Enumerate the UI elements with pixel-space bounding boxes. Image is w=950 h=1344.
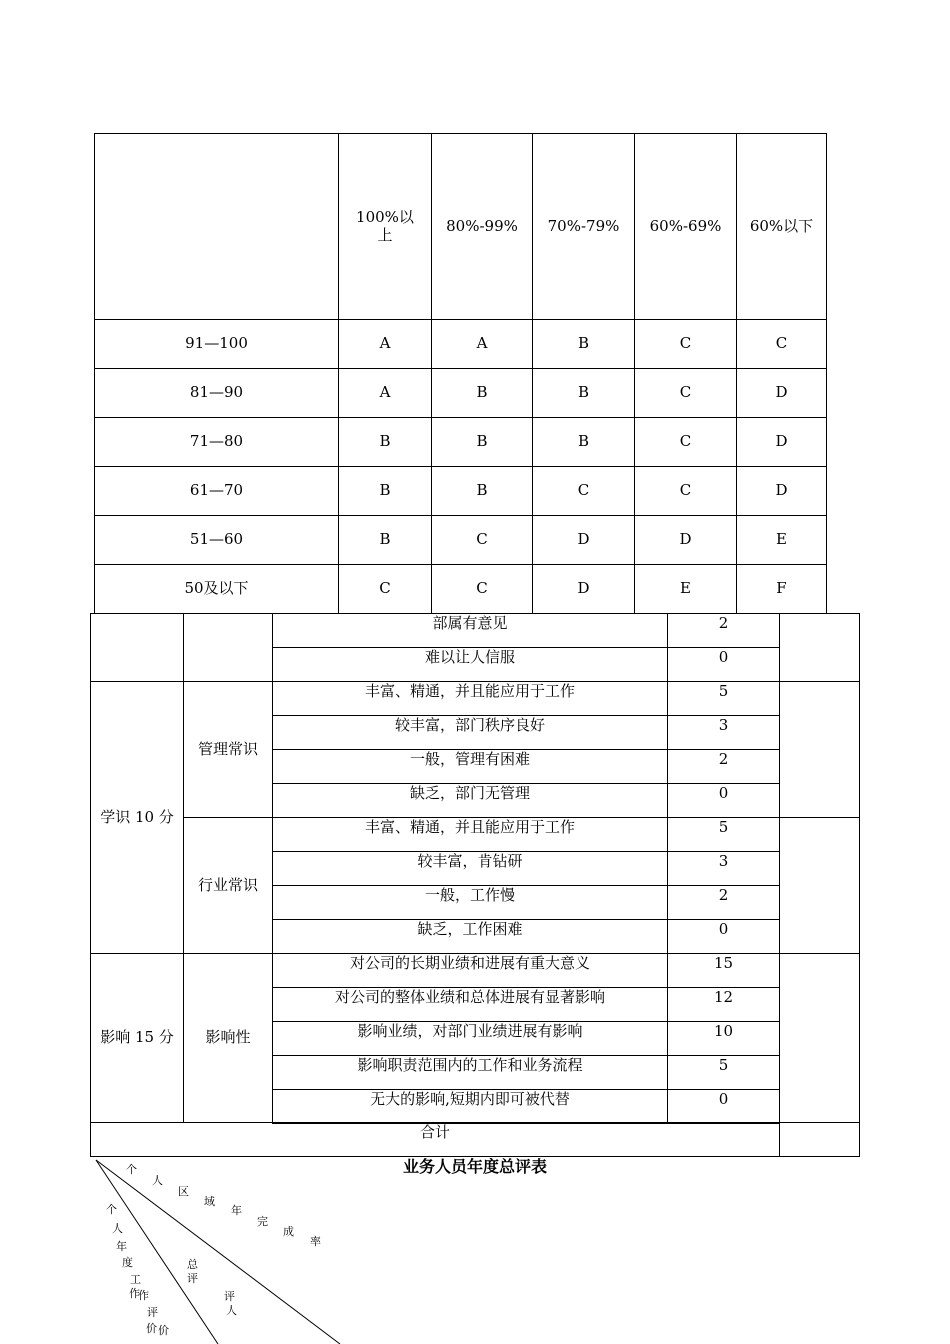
criteria-score: 10	[667, 1021, 780, 1056]
criteria-score: 0	[667, 1089, 780, 1124]
grade-cell: C	[634, 319, 737, 369]
criteria-score: 0	[667, 783, 780, 818]
grade-cell: E	[634, 564, 737, 614]
criteria-score: 0	[667, 647, 780, 682]
criteria-description: 缺乏，工作困难	[272, 919, 668, 954]
criteria-description: 影响业绩，对部门业绩进展有影响	[272, 1021, 668, 1056]
criteria-score: 2	[667, 613, 780, 648]
diagonal-char: 评	[187, 1272, 198, 1285]
diagonal-char: 年	[231, 1204, 242, 1217]
diagonal-char: 价	[158, 1324, 169, 1337]
criteria-description: 无大的影响,短期内即可被代替	[272, 1089, 668, 1124]
diagonal-char: 评	[224, 1290, 235, 1303]
criteria-score: 2	[667, 749, 780, 784]
diagonal-char: 完	[257, 1215, 268, 1228]
diagonal-char: 人	[112, 1222, 123, 1235]
diagonal-char: 价	[146, 1322, 157, 1335]
category-yingxiang: 影响 15 分	[90, 953, 184, 1123]
grade-cell: A	[338, 319, 432, 369]
summary-title: 业务人员年度总评表	[402, 1156, 547, 1176]
diagonal-char: 年	[116, 1240, 127, 1253]
grade-cell: C	[338, 564, 432, 614]
diagonal-char: 个	[126, 1163, 137, 1176]
grade-cell: A	[338, 368, 432, 418]
criteria-score: 3	[667, 715, 780, 750]
header-cell: 70%-79%	[532, 133, 635, 320]
diagonal-char: 评	[147, 1306, 158, 1319]
sub-influence: 影响性	[183, 953, 273, 1123]
grade-cell: D	[736, 417, 827, 467]
criteria-score: 5	[667, 681, 780, 716]
criteria-description: 一般，工作慢	[272, 885, 668, 920]
criteria-score: 0	[667, 919, 780, 954]
grade-cell: B	[431, 466, 533, 516]
grade-cell: C	[634, 466, 737, 516]
criteria-description: 缺乏，部门无管理	[272, 783, 668, 818]
category-xueshi: 学识 10 分	[90, 681, 184, 954]
criteria-description: 较丰富，肯钻研	[272, 851, 668, 886]
grade-cell: C	[634, 417, 737, 467]
grade-cell: D	[532, 564, 635, 614]
diagonal-char: 成	[283, 1225, 294, 1238]
grade-cell: D	[736, 368, 827, 418]
header-cell: 60%以下	[736, 133, 827, 320]
grade-cell: C	[431, 564, 533, 614]
score-range-cell: 50及以下	[94, 564, 339, 614]
grade-cell: C	[634, 368, 737, 418]
grade-cell: C	[736, 319, 827, 369]
criteria-score: 15	[667, 953, 780, 988]
grade-cell: B	[431, 417, 533, 467]
grade-cell: B	[338, 466, 432, 516]
grade-cell: C	[431, 515, 533, 565]
header-text: 100%以上	[356, 208, 414, 244]
criteria-score: 2	[667, 885, 780, 920]
diagonal-char: 率	[310, 1235, 321, 1248]
criteria-score: 12	[667, 987, 780, 1022]
grade-cell: B	[338, 515, 432, 565]
grade-cell: B	[532, 319, 635, 369]
criteria-score: 5	[667, 1055, 780, 1090]
criteria-score: 5	[667, 817, 780, 852]
grade-cell: B	[431, 368, 533, 418]
grade-cell: D	[532, 515, 635, 565]
diagonal-char: 度	[122, 1256, 133, 1269]
sub-management-knowledge: 管理常识	[183, 681, 273, 818]
criteria-description: 影响职责范围内的工作和业务流程	[272, 1055, 668, 1090]
criteria-score: 3	[667, 851, 780, 886]
header-cell: 80%-99%	[431, 133, 533, 320]
diagonal-char: 工	[130, 1273, 141, 1286]
total-label: 合计	[90, 1122, 780, 1157]
score-range-cell: 51—60	[94, 515, 339, 565]
grade-cell: B	[532, 417, 635, 467]
diagonal-char: 域	[204, 1195, 215, 1208]
grade-cell: B	[338, 417, 432, 467]
score-range-cell: 61—70	[94, 466, 339, 516]
criteria-description: 一般，管理有困难	[272, 749, 668, 784]
diagonal-char: 人	[152, 1174, 163, 1187]
header-cell: 60%-69%	[634, 133, 737, 320]
score-range-cell: 91—100	[94, 319, 339, 369]
diagonal-line	[96, 1160, 340, 1344]
grade-cell: F	[736, 564, 827, 614]
diagonal-char: 作	[138, 1289, 149, 1302]
sub-industry-knowledge: 行业常识	[183, 817, 273, 954]
grade-cell: A	[431, 319, 533, 369]
diagonal-char: 作	[129, 1287, 140, 1300]
criteria-description: 对公司的整体业绩和总体进展有显著影响	[272, 987, 668, 1022]
grade-cell: D	[736, 466, 827, 516]
grade-cell: D	[634, 515, 737, 565]
diagonal-char: 个	[106, 1203, 117, 1216]
criteria-description: 丰富、精通，并且能应用于工作	[272, 681, 668, 716]
diagonal-char: 总	[187, 1258, 198, 1271]
diagonal-char: 人	[226, 1304, 237, 1317]
grade-cell: C	[532, 466, 635, 516]
criteria-description: 丰富、精通，并且能应用于工作	[272, 817, 668, 852]
grade-cell: E	[736, 515, 827, 565]
grade-cell: B	[532, 368, 635, 418]
score-range-cell: 81—90	[94, 368, 339, 418]
criteria-description: 难以让人信服	[272, 647, 668, 682]
criteria-description: 较丰富，部门秩序良好	[272, 715, 668, 750]
criteria-description: 对公司的长期业绩和进展有重大意义	[272, 953, 668, 988]
criteria-description: 部属有意见	[272, 613, 668, 648]
score-range-cell: 71—80	[94, 417, 339, 467]
diagonal-char: 区	[178, 1185, 189, 1198]
